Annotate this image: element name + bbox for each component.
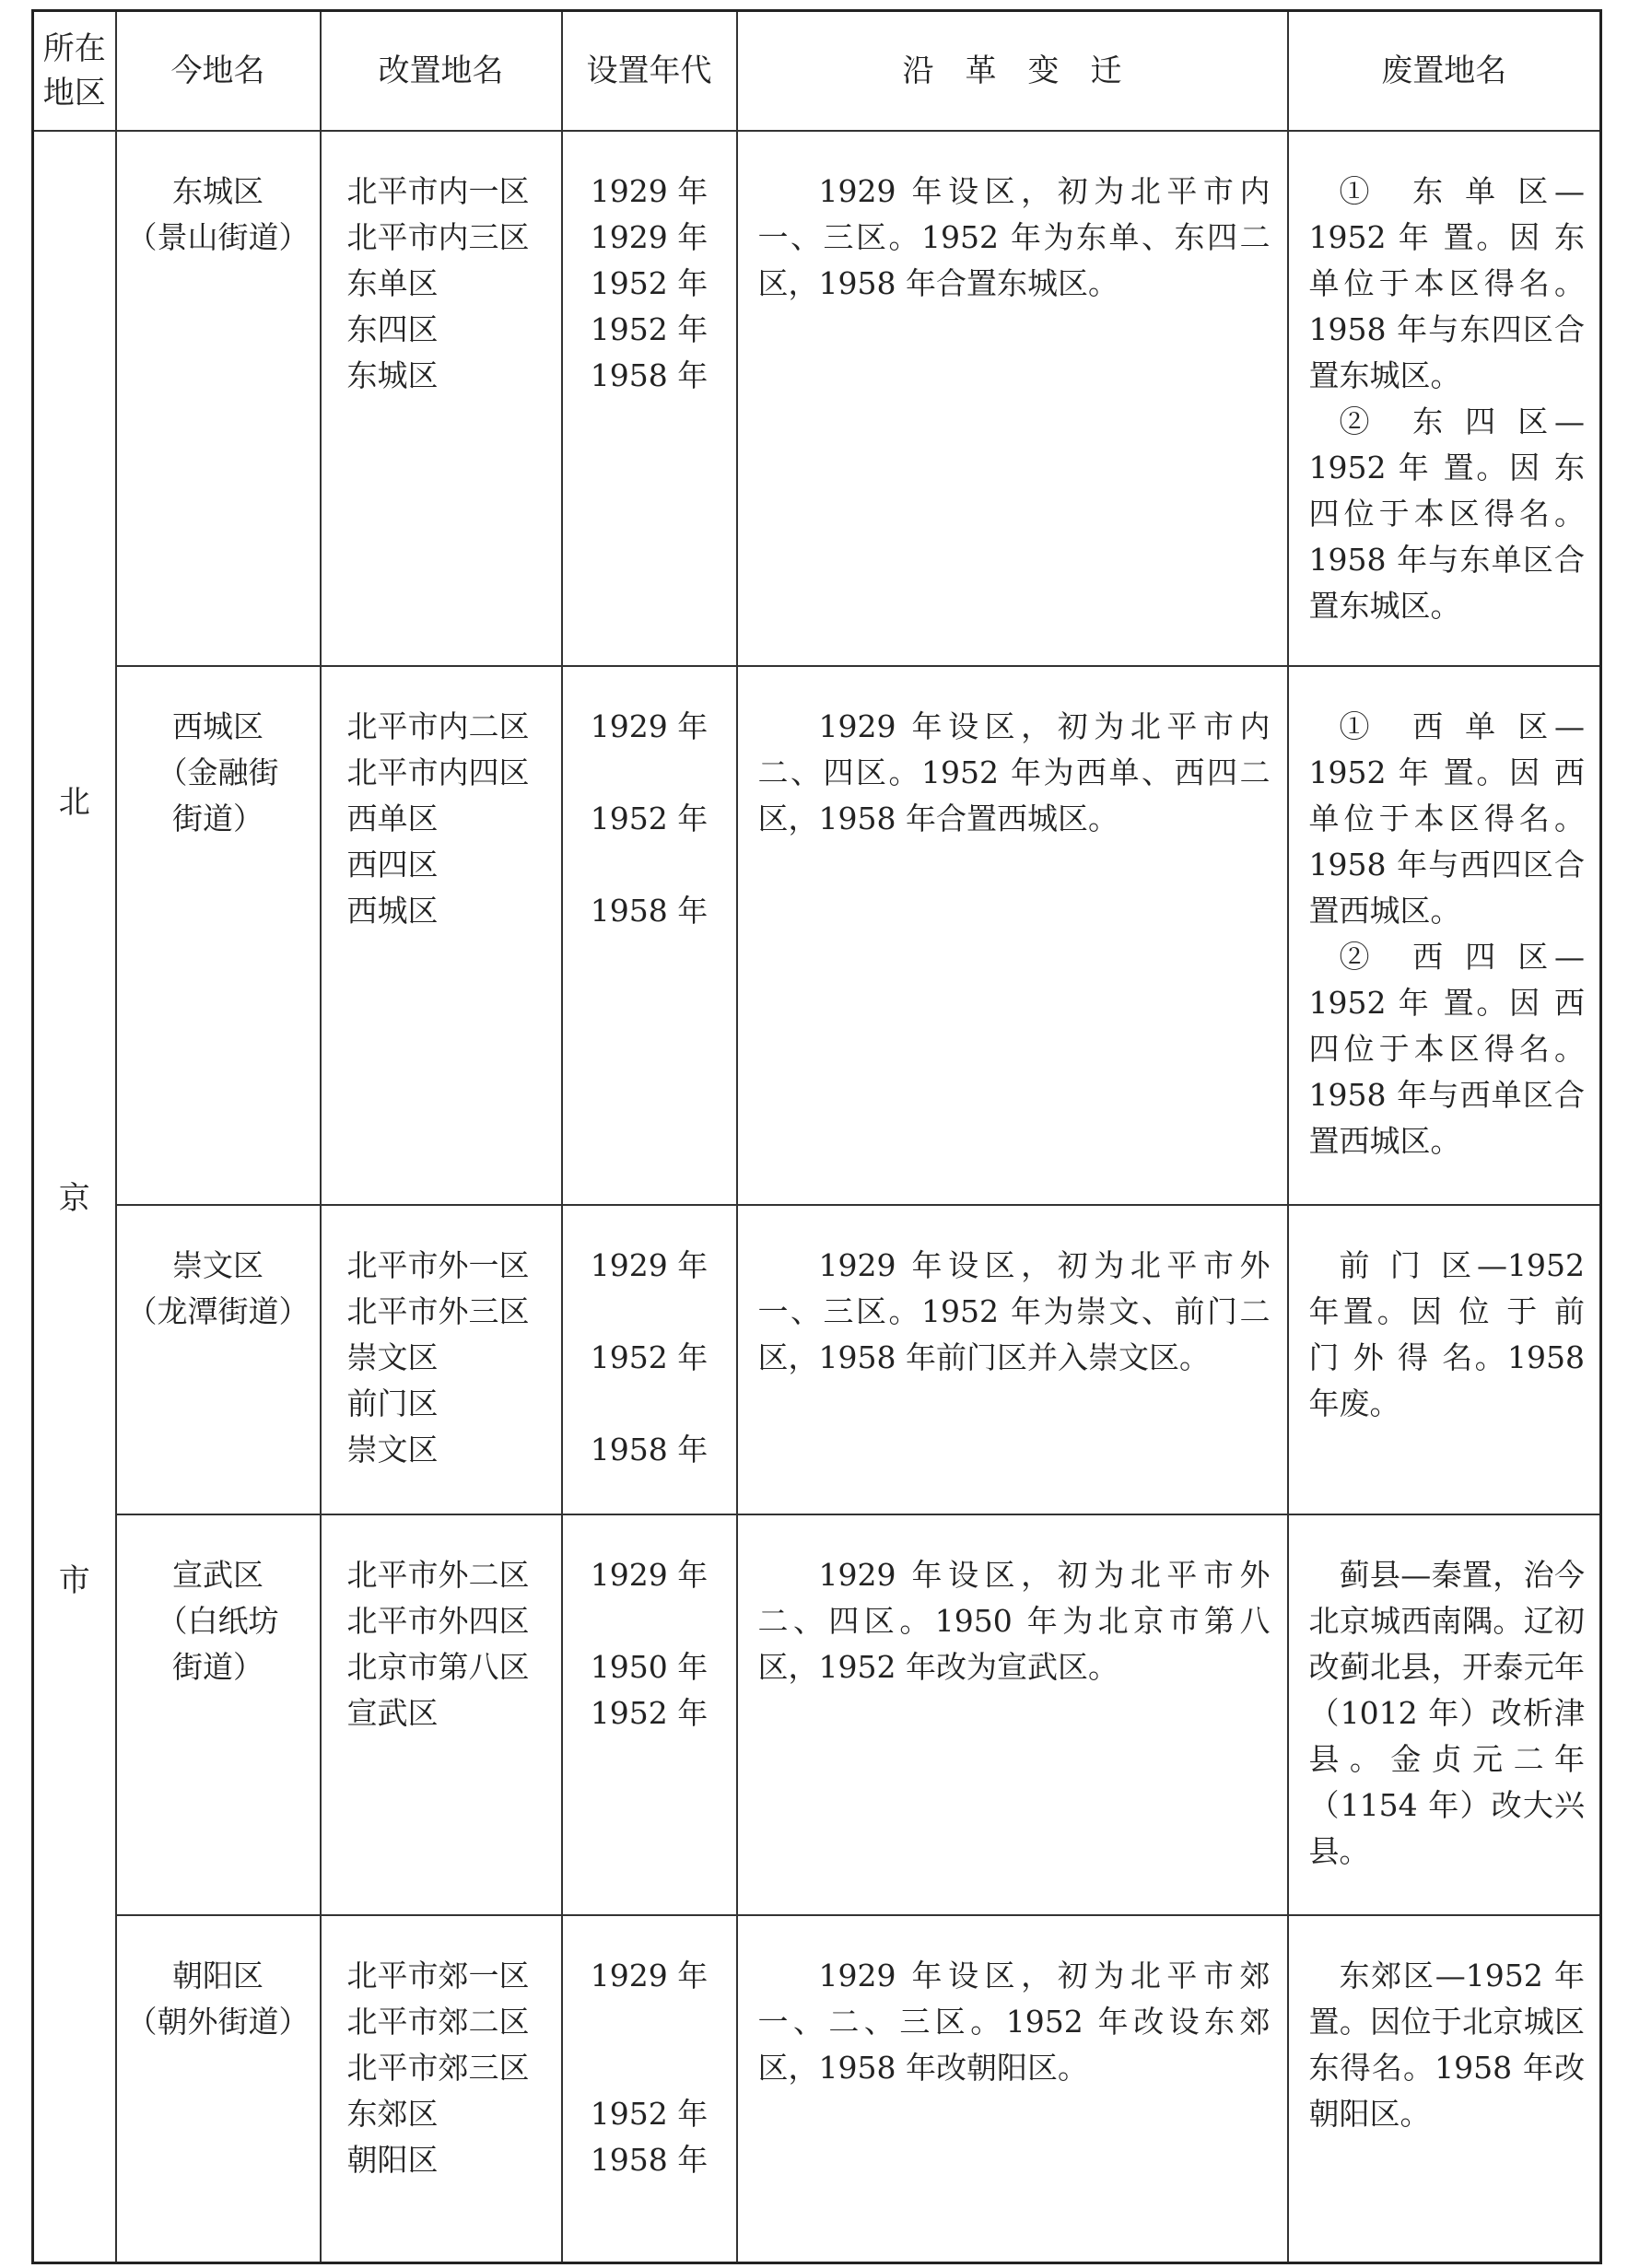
current-name-note: 街道） — [172, 800, 264, 836]
changed-name: 北平市内三区 — [346, 219, 530, 255]
changed-name: 北平市内二区 — [346, 707, 530, 744]
set-year: 1952 年 — [590, 311, 709, 347]
set-year — [563, 2045, 736, 2091]
table-row — [33, 1205, 1601, 1514]
current-name: 朝阳区 — [172, 1958, 264, 1994]
table-row — [33, 131, 1601, 666]
set-year: 1929 年 — [590, 173, 709, 209]
current-name-note: 街道） — [172, 1648, 264, 1685]
set-year: 1929 年 — [590, 1958, 709, 1994]
header-region-line-1: 所在 — [42, 30, 106, 67]
set-year: 1952 年 — [590, 265, 709, 301]
history-text: 1929 年设区，初为北平市内一、三区。1952 年为东单、东四二区，1958 年合置东城区。 — [757, 173, 1271, 301]
changed-name: 东单区 — [346, 265, 439, 301]
set-year — [563, 750, 736, 796]
changed-name: 北平市郊三区 — [346, 2050, 530, 2087]
abolished-entry: 蓟县—秦置，治今北京城西南隅。辽初改蓟北县，开泰元年（1012 年）改析津县。金贞元二年（1154 年）改大兴县。 — [1308, 1556, 1585, 1869]
history-text: 1929 年设区，初为北平市内二、四区。1952 年为西单、西四二区，1958 年合置西城区。 — [757, 707, 1271, 836]
abolished-cell — [1288, 666, 1601, 1206]
abolished-entry: ② 西 四 区—1952 年 置。因 西 四位于本区得名。1958 年与西单区合置西城区。 — [1308, 938, 1585, 1159]
region-cell — [33, 131, 116, 2263]
place-name-table — [31, 9, 1602, 2264]
changed-name: 西四区 — [346, 846, 439, 883]
header-history: 沿 革 变 迁 — [737, 11, 1288, 132]
table-row — [33, 1514, 1601, 1915]
set-year: 1958 年 — [590, 357, 709, 393]
set-year: 1929 年 — [590, 1247, 709, 1284]
changed-name: 北平市外三区 — [346, 1293, 530, 1330]
header-abolished: 废置地名 — [1288, 11, 1601, 132]
current-name-note: （金融街 — [157, 754, 279, 790]
current-name-note: （龙潭街道） — [126, 1293, 310, 1330]
abolished-entry: 前 门 区—1952 年置。因 位 于 前 门 外 得 名。1958 年废。 — [1308, 1247, 1585, 1422]
set-year: 1958 年 — [590, 1432, 709, 1468]
current-name-note: （白纸坊 — [157, 1602, 279, 1639]
current-name-note: （景山街道） — [126, 219, 310, 255]
region-char: 市 — [58, 1562, 90, 1599]
set-year-cell — [562, 666, 737, 1206]
changed-name: 朝阳区 — [346, 2142, 439, 2179]
header-set-year: 设置年代 — [562, 11, 737, 132]
set-year: 1952 年 — [590, 1694, 709, 1731]
current-name-cell — [116, 666, 321, 1206]
history-cell — [737, 666, 1288, 1206]
current-name-cell — [116, 131, 321, 666]
current-name: 宣武区 — [172, 1556, 264, 1593]
changed-name: 北平市内一区 — [346, 173, 530, 209]
current-name: 西城区 — [172, 707, 264, 744]
history-text: 1929 年设区，初为北平市外二、四区。1950 年为北京市第八区，1952 年改为宣武区。 — [757, 1556, 1271, 1685]
set-year: 1952 年 — [590, 1339, 709, 1376]
changed-name: 西城区 — [346, 892, 439, 929]
set-year: 1952 年 — [590, 800, 709, 836]
set-year — [563, 1289, 736, 1335]
set-year — [563, 1598, 736, 1644]
abolished-cell — [1288, 1915, 1601, 2262]
header-changed-names: 改置地名 — [321, 11, 562, 132]
header-row — [33, 11, 1601, 132]
changed-name: 北京市第八区 — [346, 1648, 530, 1685]
changed-names-cell — [321, 131, 562, 666]
set-year-cell — [562, 1205, 737, 1514]
header-current-name: 今地名 — [116, 11, 321, 132]
current-name-note: （朝外街道） — [126, 2004, 310, 2040]
header-region — [33, 11, 116, 132]
abolished-cell — [1288, 131, 1601, 666]
abolished-cell — [1288, 1514, 1601, 1915]
current-name: 崇文区 — [172, 1247, 264, 1284]
region-char: 京 — [58, 1180, 90, 1217]
changed-name: 北平市外四区 — [346, 1602, 530, 1639]
abolished-entry: 东郊区—1952 年置。因位于北京城区东得名。1958 年改朝阳区。 — [1308, 1958, 1585, 2133]
changed-name: 北平市外二区 — [346, 1556, 530, 1593]
set-year-cell — [562, 1915, 737, 2262]
changed-name: 崇文区 — [346, 1339, 439, 1376]
changed-name: 北平市外一区 — [346, 1247, 530, 1284]
changed-name: 东城区 — [346, 357, 439, 393]
history-text: 1929 年设区，初为北平市郊一、二、三区。1952 年改设东郊区，1958 年改朝阳区。 — [757, 1958, 1271, 2087]
changed-names-cell — [321, 666, 562, 1206]
history-text: 1929 年设区，初为北平市外一、三区。1952 年为崇文、前门二区，1958 年前门区并入崇文区。 — [757, 1247, 1271, 1376]
current-name-cell — [116, 1915, 321, 2262]
abolished-entry: ① 西 单 区—1952 年 置。因 西 单位于本区得名。1958 年与西四区合置西城区。 — [1308, 707, 1585, 929]
current-name-cell — [116, 1514, 321, 1915]
changed-name: 北平市郊一区 — [346, 1958, 530, 1994]
set-year — [563, 842, 736, 888]
current-name: 东城区 — [172, 173, 264, 209]
changed-name: 北平市郊二区 — [346, 2004, 530, 2040]
changed-name: 北平市内四区 — [346, 754, 530, 790]
changed-names-cell — [321, 1514, 562, 1915]
table-row — [33, 666, 1601, 1206]
set-year: 1950 年 — [590, 1648, 709, 1685]
header-region-line-2: 地区 — [42, 75, 106, 111]
changed-name: 崇文区 — [346, 1432, 439, 1468]
set-year: 1958 年 — [590, 2142, 709, 2179]
history-cell — [737, 1205, 1288, 1514]
set-year-cell — [562, 1514, 737, 1915]
set-year — [563, 1999, 736, 2045]
changed-name: 东四区 — [346, 311, 439, 347]
set-year: 1929 年 — [590, 1556, 709, 1593]
table-row — [33, 1915, 1601, 2262]
changed-name: 宣武区 — [346, 1694, 439, 1731]
set-year: 1952 年 — [590, 2096, 709, 2133]
changed-name: 前门区 — [346, 1385, 439, 1422]
abolished-entry: ② 东 四 区—1952 年 置。因 东 四位于本区得名。1958 年与东单区合置东城区。 — [1308, 403, 1585, 624]
history-cell — [737, 1514, 1288, 1915]
abolished-cell — [1288, 1205, 1601, 1514]
set-year — [563, 1381, 736, 1427]
changed-name: 东郊区 — [346, 2096, 439, 2133]
region-char: 北 — [58, 784, 90, 821]
changed-name: 西单区 — [346, 800, 439, 836]
changed-names-cell — [321, 1915, 562, 2262]
changed-names-cell — [321, 1205, 562, 1514]
abolished-entry: ① 东 单 区—1952 年 置。因 东 单位于本区得名。1958 年与东四区合置东城区。 — [1308, 173, 1585, 393]
set-year: 1929 年 — [590, 707, 709, 744]
history-cell — [737, 1915, 1288, 2262]
set-year-cell — [562, 131, 737, 666]
set-year: 1958 年 — [590, 892, 709, 929]
history-cell — [737, 131, 1288, 666]
set-year: 1929 年 — [590, 219, 709, 255]
current-name-cell — [116, 1205, 321, 1514]
